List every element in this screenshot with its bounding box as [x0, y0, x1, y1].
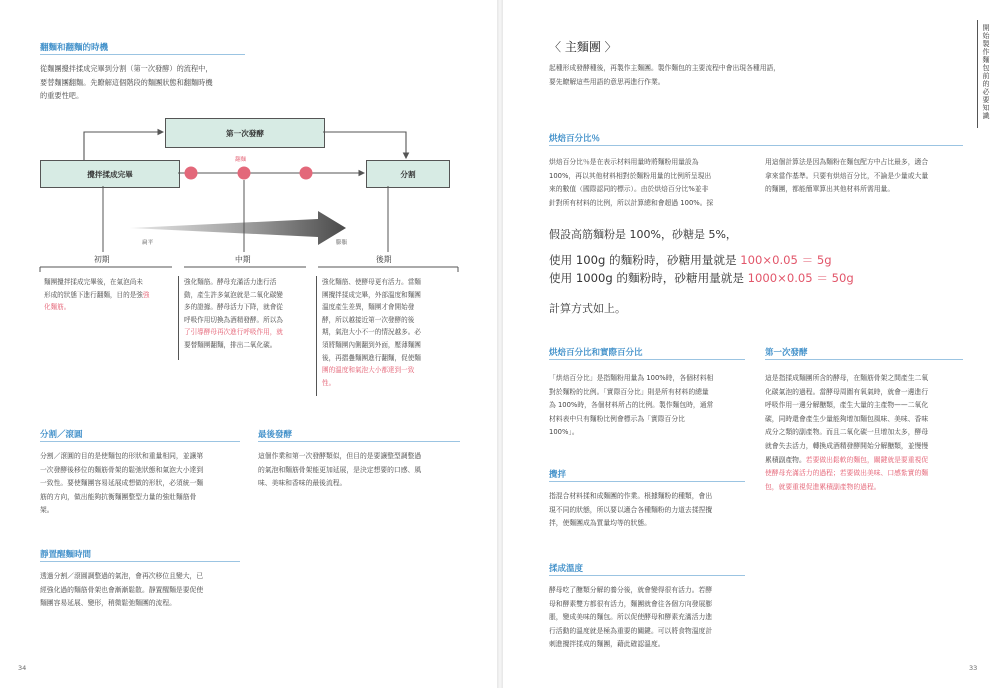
example-line: 假設高筋麵粉是 100%，砂糖是 5%，: [549, 228, 737, 241]
heading-bakers-percent: 烘焙百分比％: [549, 134, 601, 144]
flow-arrow-in: [84, 132, 163, 160]
col-divider-2: [316, 276, 317, 396]
heading-underline: [549, 359, 745, 360]
calc-line-1: 使用 100g 的麵粉時，砂糖用量就是 100×0.05 ＝ 5g: [549, 253, 832, 267]
heading-underline: [549, 575, 745, 576]
flat-label: 扁平: [142, 240, 154, 246]
page-number-left: 34: [18, 664, 27, 672]
late-description: 強化麵筋、使酵母更有活力。當麵 團攪拌揉成完畢，外部溫度和麵團 溫度產生差異，麵團才會開始發 酵，所以越接近第一次發酵的後 期，氣泡大小不一的情況越多。必 須將麵團內側翻到外面，壓薄麵團 後，再摺疊麵團進行翻麵，促使麵 團的溫度和氣泡大小都達到一致 性。: [322, 278, 421, 387]
first-fermentation-text: 這是指揉成麵團所含的酵母，在麵筋骨架之間產生二氧 化碳氣泡的過程。當酵母周圍有氧氣時，就會一邊進行 呼吸作用一邊分解醣類，產生大量的主產物——二氧化 碳，同時還會產生少量能夠增加麵包風味、美味、香味 成分之類的副產物。而且二氧化碳一旦增加太多，酵母 就會失去活力，轉換成酒精發酵開始分解醣類，並慢慢 累積副產物。若要做出鬆軟的麵包，關鍵就是要重視促 使酵母充滿活力的過程；若要做出美味、口感紮實的麵 包，就要重視促進累積副產物的過程。: [765, 374, 929, 491]
right-intro: 起種形成發酵種後，再製作主麵團。製作麵包的主要流程中會出現各種用語， 要先瞭解這些用語的意思再進行作業。: [549, 64, 781, 86]
bakers-percent-text-right: 用這個計算法是因為麵粉在麵包配方中占比最多，適合 拿來當作基準。只要有烘焙百分比，不論是少量或大量 的麵團，都能簡單算出其他材料所需用量。: [765, 158, 929, 194]
flow-arrow-out: [323, 132, 406, 158]
heading-underline: [765, 359, 963, 360]
real-percent-text: 「烘焙百分比」是指麵粉用量為 100%時，各個材料相 對於麵粉的比例。「實際百分比」則是所有材料的總量 為 100%時，各個材料所占的比例。製作麵包時，通常 材料表中只有麵粉比例會標示為「實際百分比 100%」。: [549, 374, 714, 437]
heading-turn-timing: 翻麵和翻麵的時機: [40, 43, 109, 53]
left-intro: 從麵團攪拌揉成完畢到分割（第一次發酵）的流程中， 要替麵團翻麵。先瞭解這個階段的麵團狀態和翻麵時機 的重要性吧。: [40, 64, 213, 101]
mix-complete-box: 攪拌揉成完畢: [40, 160, 180, 188]
main-dough-title: 〈 主麵團 〉: [549, 40, 617, 54]
phase-early-label: 初期: [94, 255, 110, 264]
expand-label: 膨脹: [336, 240, 348, 246]
heading-first-fermentation: 第一次發酵: [765, 348, 808, 358]
heading-rest-time: 靜置醒麵時間: [40, 550, 92, 560]
heading-underline: [40, 561, 240, 562]
left-page: [0, 0, 497, 688]
col-divider-1: [178, 276, 179, 360]
turn-dot-mid: [238, 167, 251, 180]
dough-temp-text: 酵母吃了醣類分解的養分後，就會變得很有活力。若酵 母和酵素雙方都很有活力，麵團就會往各個方向發展膨 脹，變成美味的麵包。所以促使酵母和酵素充滿活力進 行活動的溫度就是極為重要的關鍵。可以將食物溫度計 刺進攪拌揉成的麵團，藉此確認溫度。: [549, 586, 713, 649]
heading-underline: [40, 441, 240, 442]
heading-divide-round: 分割／滾圓: [40, 430, 83, 440]
phase-mid-label: 中期: [235, 255, 251, 264]
heading-mixing: 攪拌: [549, 470, 567, 480]
calc-line-2: 使用 1000g 的麵粉時，砂糖用量就是 1000×0.05 ＝ 50g: [549, 271, 854, 285]
phase-late-label: 後期: [376, 255, 392, 264]
final-text: 這個作業和第一次發酵類似，但目的是要讓整型調整過 的氣泡和麵筋骨架能更加延展，是決定想要的口感、風 味、美味和香味的最後流程。: [258, 452, 422, 488]
divide-text: 分割／滾圓的目的是使麵包的形狀和重量相同，並讓第 一次發酵後移位的麵筋骨架的鬆弛狀態和氣泡大小達到 一致性。要使麵團容易延展成想做的形狀，必須統一麵 筋的方向，做出能夠抗衡麵團整型力量的強壯麵筋骨 架。: [40, 452, 204, 515]
heading-real-percent: 烘焙百分比和實際百分比: [549, 348, 643, 358]
turn-dot-early: [185, 167, 198, 180]
early-description: 麵團攪拌揉成完畢後，在氣泡尚未 形成的狀態下進行翻麵，目的是強強 化麵筋。: [44, 278, 150, 312]
dough-growth-arrow: [130, 211, 346, 245]
page-number-right: 33: [969, 664, 978, 672]
mixing-text: 指混合材料揉和成麵團的作業。根據麵粉的種類，會出 現不同的狀態，所以要以適合各種麵粉的力道去揉捏攪 拌，使麵團成為質量均等的狀態。: [549, 492, 713, 528]
heading-underline: [549, 481, 745, 482]
turn-label: 翻麵: [235, 157, 247, 163]
mid-description: 強化麵筋。酵母充滿活力進行活 動，產生許多氣泡就是二氧化碳變 多的證據。酵母活力下降，就會從 呼吸作用切換為酒精發酵。所以為 了引導酵母再次進行呼吸作用，就 要替麵團翻麵，排出二氧化碳。: [184, 278, 283, 349]
side-chapter-title: 開始製作麵包前的必要知識: [982, 24, 990, 120]
heading-underline: [258, 441, 460, 442]
bakers-percent-text-left: 烘焙百分比％是在表示材料用量時將麵粉用量設為 100%，再以其他材料相對於麵粉用量的比例所呈現出 來的數值（國際認同的標示）。由於烘焙百分比%並非 針對所有材料的比例，所以計算總和會超過 100%。採: [549, 158, 714, 207]
heading-underline: [549, 145, 963, 146]
turn-dot-late: [300, 167, 313, 180]
divide-box: 分割: [366, 160, 450, 188]
right-page: [503, 0, 1000, 688]
first-fermentation-box: 第一次發酵: [165, 118, 325, 148]
rest-text: 透過分割／滾圓調整過的氣泡，會再次移位且變大，已 經強化過的麵筋骨架也會漸漸鬆散。靜置醒麵是要促使 麵團容易延展、變形，稍微鬆弛麵團的流程。: [40, 572, 204, 608]
calc-method-line: 計算方式如上。: [549, 302, 626, 315]
heading-final-proof: 最後發酵: [258, 430, 293, 440]
heading-dough-temp: 揉成溫度: [549, 564, 584, 574]
